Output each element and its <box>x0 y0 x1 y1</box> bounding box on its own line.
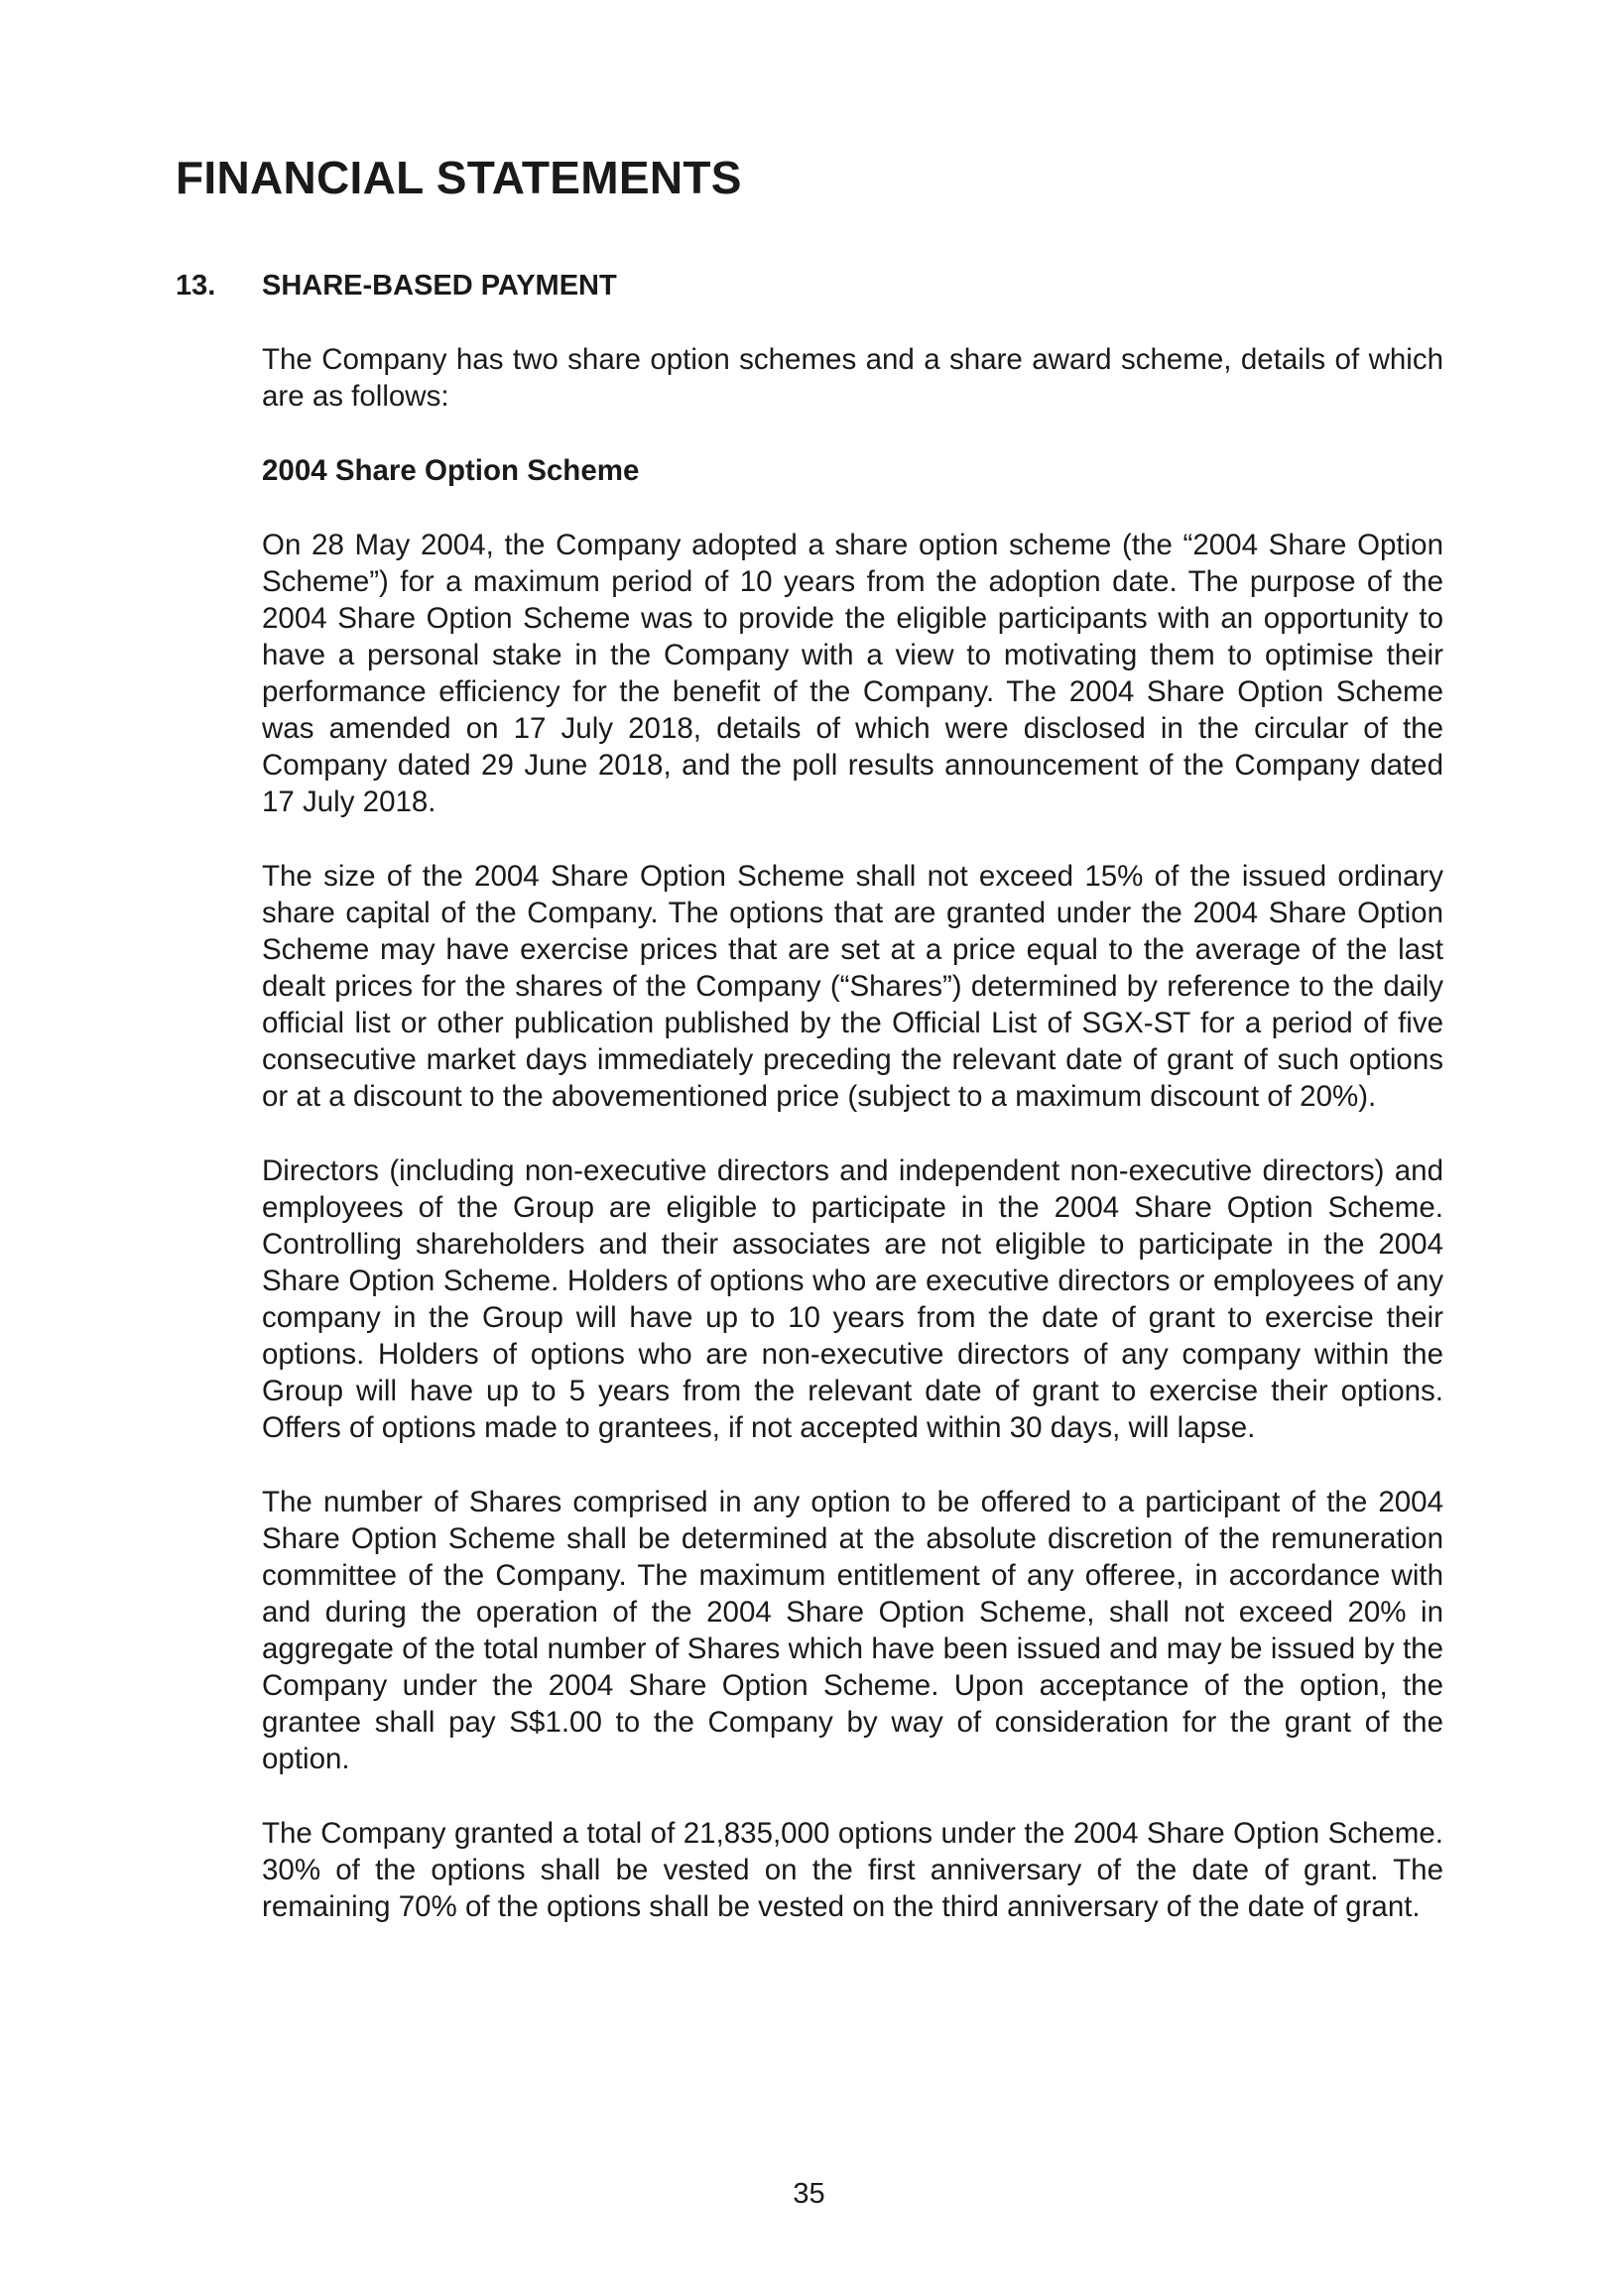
page-title: FINANCIAL STATEMENTS <box>176 152 742 203</box>
paragraph-size: The size of the 2004 Share Option Scheme shall not exceed 15% of the issued ordinary share capital of the Company. The options that are granted under the 2004 Share Option Scheme may have exercise prices that are set at a price equal to the average of the last dealt prices for the shares of the Company (“Shares”) determined by reference to the daily official list or other publication published by the Official List of SGX-ST for a period of five consecutive market days immediately preceding the relevant date of grant of such options or at a discount to the abovementioned price (subject to a maximum discount of 20%). <box>262 860 1443 1113</box>
subheading: 2004 Share Option Scheme <box>262 454 640 487</box>
paragraph-grants: The Company granted a total of 21,835,000 options under the 2004 Share Option Scheme. 30% of the options shall be vested on the first anniversary of the date of grant. The remaining 70% of the options shall be vested on the third anniversary of the date of grant. <box>262 1817 1443 1923</box>
section-body <box>262 341 1443 1963</box>
intro-paragraph: The Company has two share option schemes and a share award scheme, details of which are as follows: <box>262 343 1443 413</box>
paragraph-entitlement: The number of Shares comprised in any option to be offered to a participant of the 2004 Share Option Scheme shall be determined at the absolute discretion of the remuneration committee of the Company. The maximum entitlement of any offeree, in accordance with and during the operation of the 2004 Share Option Scheme, shall not exceed 20% in aggregate of the total number of Shares which have been issued and may be issued by the Company under the 2004 Share Option Scheme. Upon acceptance of the option, the grantee shall pay S$1.00 to the Company by way of consideration for the grant of the option. <box>262 1486 1443 1775</box>
section-number: 13. <box>176 270 216 302</box>
paragraph-adoption: On 28 May 2004, the Company adopted a share option scheme (the “2004 Share Option Scheme”) for a maximum period of 10 years from the adoption date. The purpose of the 2004 Share Option Scheme was to provide the eligible participants with an opportunity to have a personal stake in the Company with a view to motivating them to optimise their performance efficiency for the benefit of the Company. The 2004 Share Option Scheme was amended on 17 July 2018, details of which were disclosed in the circular of the Company dated 29 June 2018, and the poll results announcement of the Company dated 17 July 2018. <box>262 529 1443 818</box>
paragraph-eligibility: Directors (including non-executive directors and independent non-executive directors) and employees of the Group are eligible to participate in the 2004 Share Option Scheme. Controlling shareholders and their associates are not eligible to participate in the 2004 Share Option Scheme. Holders of options who are executive directors or employees of any company in the Group will have up to 10 years from the date of grant to exercise their options. Holders of options who are non-executive directors of any company within the Group will have up to 5 years from the relevant date of grant to exercise their options. Offers of options made to grantees, if not accepted within 30 days, will lapse. <box>262 1154 1443 1444</box>
section-heading <box>176 268 1445 305</box>
page-number: 35 <box>793 2178 825 2210</box>
section-title: SHARE-BASED PAYMENT <box>262 270 617 302</box>
